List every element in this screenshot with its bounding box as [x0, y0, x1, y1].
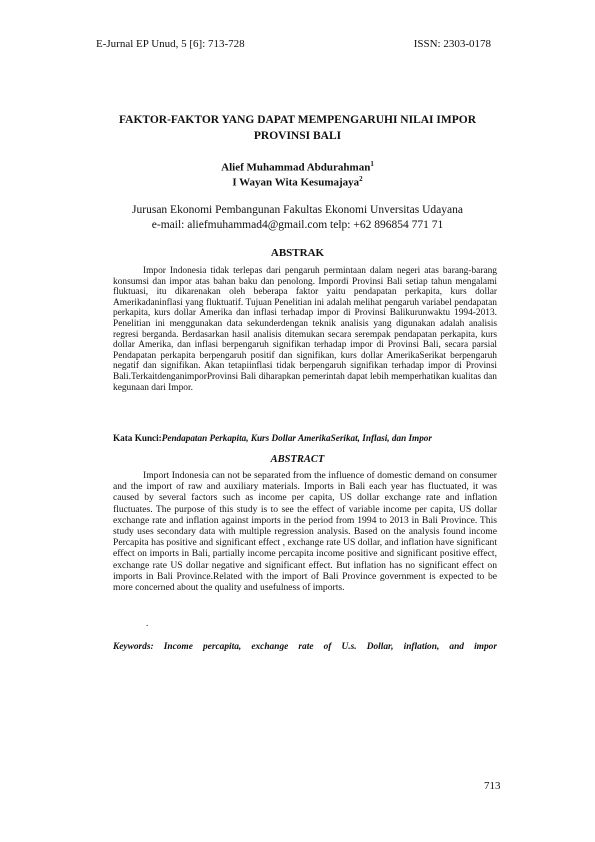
author-2-sup: 2 [359, 175, 363, 183]
kata-kunci [113, 433, 497, 444]
keywords-english: Keywords: Income percapita, exchange rate of U.s. Dollar, inflation, and impor [113, 642, 497, 652]
page-number: 713 [484, 780, 501, 792]
author-1-name: Alief Muhammad Abdurahman [221, 161, 371, 174]
abstrak-paragraph: Impor Indonesia tidak terlepas dari pengaruh permintaan dalam negeri atas barang-barang konsumsi dan impor atas bahan baku dan penolong. Impordi Provinsi Bali setiap tahun mengalami fluktuasi, itu dikarenakan oleh beberapa faktor yaitu pendapatan perkapita, kurs dollar Amerikadaninflasi yang fluktuatif. Tujuan Penelitian ini adalah melihat pengaruh variabel pendapatan perkapita, kurs dollar Amerika dan inflasi terhadap impor di Provinsi Balikurunwaktu 1994-2013. Penelitian ini menggunakan data sekunderdengan teknik analisis yang digunakan adalah analisis regresi berganda. Berdasarkan hasil analisis ditemukan secara serempak pendapatan perkapita, kurs dollar Amerika, dan inflasi berpengaruh signifikan terhadap impor di Provinsi Bali, secara parsial Pendapatan perkapita berpengaruh positif dan signifikan, kurs dollar AmerikaSerikat berpengaruh negatif dan signifikan. Akan tetapiinflasi tidak berpengaruh signifikan terhadap impor di Provinsi Bali.TerkaitdenganimporProvinsi Bali diharapkan pemerintah dapat lebih memperhatikan kualitas dan kegunaan dari Impor. [113, 266, 497, 393]
author-2 [0, 175, 595, 189]
author-2-name: I Wayan Wita Kesumajaya [232, 176, 360, 189]
paper-title [100, 112, 495, 144]
kata-kunci-value: Pendapatan Perkapita, Kurs Dollar AmerikaSerikat, Inflasi, dan Impor [161, 433, 432, 443]
abstract-paragraph: Import Indonesia can not be separated from the influence of domestic demand on consumer and the import of raw and auxiliary materials. Imports in Bali each year has fluctuated, it was caused by several factors such as income per capita, US dollar exchange rate and inflation fluctuates. The purpose of this study is to see the effect of variable income per capita, US dollar exchange rate and inflation against imports in the period from 1994 to 2013 in Bali Province. This study uses secondary data with multiple regression analysis. Based on the analysis found income Percapita has positive and significant effect , exchange rate US dollar, and inflation have significant effect on imports in Bali, partially income percapita income positive and significant positive effect, exchange rate US dollar negative and significant effect. But inflation has no significant effect on imports in Bali Province.Related with the import of Bali Province government is expected to be more concerned about the quality and usefulness of imports. [113, 470, 497, 594]
abstrak-heading: ABSTRAK [270, 247, 325, 259]
issn: ISSN: 2303-0178 [413, 38, 491, 50]
stray-dot: . [146, 618, 149, 628]
affiliation: Jurusan Ekonomi Pembangunan Fakultas Ekonomi Unversitas Udayana [132, 204, 463, 216]
kata-kunci-label: Kata Kunci: [113, 433, 162, 443]
title-line-1: FAKTOR-FAKTOR YANG DAPAT MEMPENGARUHI NILAI IMPOR [118, 114, 477, 126]
contact-info: e-mail: aliefmuhammad4@gmail.com telp: +62 896854 771 71 [151, 219, 444, 231]
author-1-sup: 1 [370, 160, 374, 168]
running-header [96, 38, 491, 50]
title-line-2: PROVINSI BALI [253, 130, 342, 142]
abstract-heading: ABSTRACT [270, 454, 325, 465]
journal-citation: E-Jurnal EP Unud, 5 [6]: 713-728 [96, 38, 245, 50]
author-1 [0, 160, 595, 174]
